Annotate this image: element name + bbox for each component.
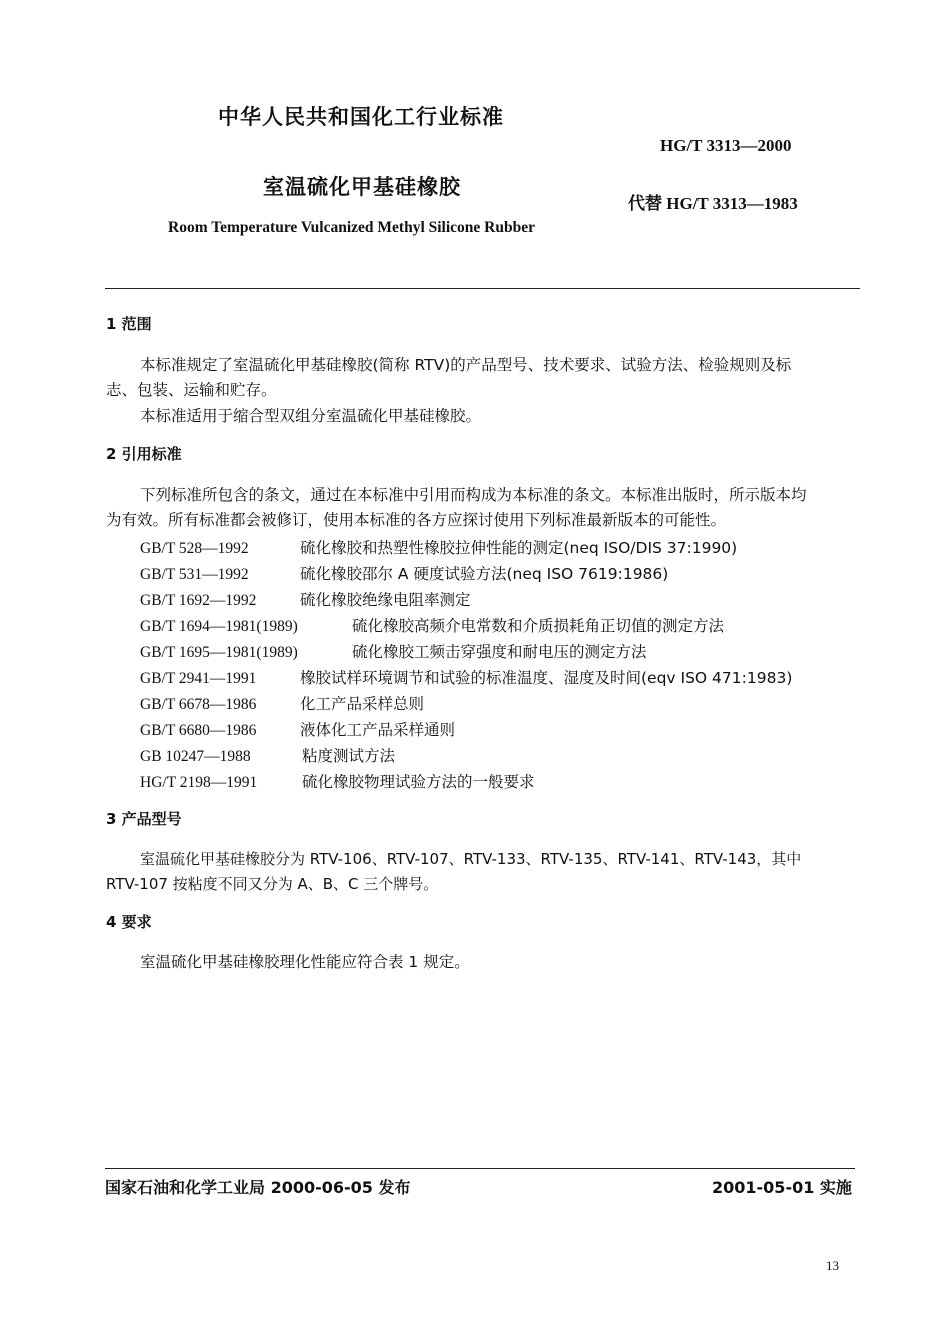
section-2-heading: 2 引用标准: [106, 445, 182, 463]
reference-item: GB/T 2941—1991 橡胶试样环境调节和试验的标准温度、湿度及时间(eqv ISO 471:1983): [140, 669, 793, 687]
section-2-intro-line-2: 为有效。所有标准都会被修订，使用本标准的各方应探讨使用下列标准最新版本的可能性。: [106, 511, 727, 529]
section-4-line-1: 室温硫化甲基硅橡胶理化性能应符合表 1 规定。: [140, 953, 470, 971]
document-title-en: Room Temperature Vulcanized Methyl Silicone Rubber: [168, 219, 535, 236]
reference-item: GB/T 1694—1981(1989) 硫化橡胶高频介电常数和介质损耗角正切值的测定方法: [140, 617, 725, 635]
issued-date: 国家石油和化学工业局 2000-06-05 发布: [105, 1178, 411, 1197]
section-3-line-1: 室温硫化甲基硅橡胶分为 RTV-106、RTV-107、RTV-133、RTV-135、RTV-141、RTV-143，其中: [140, 850, 802, 868]
reference-item: HG/T 2198—1991 硫化橡胶物理试验方法的一般要求: [140, 773, 535, 791]
section-1-heading: 1 范围: [106, 315, 152, 333]
reference-item: GB/T 6680—1986 液体化工产品采样通则: [140, 721, 456, 739]
section-1-para-1-line-1: 本标准规定了室温硫化甲基硅橡胶(简称 RTV)的产品型号、技术要求、试验方法、检验规则及标: [140, 356, 792, 374]
section-4-heading: 4 要求: [106, 913, 152, 931]
section-3-heading: 3 产品型号: [106, 810, 182, 828]
standard-code: HG/T 3313—2000: [660, 136, 792, 155]
effective-date: 2001-05-01 实施: [712, 1178, 852, 1197]
org-title: 中华人民共和国化工行业标准: [218, 105, 504, 129]
reference-item: GB/T 1692—1992 硫化橡胶绝缘电阻率测定: [140, 591, 471, 609]
document-title-cn: 室温硫化甲基硅橡胶: [263, 175, 461, 199]
replaces-code: 代替 HG/T 3313—1983: [628, 194, 798, 213]
page-number: 13: [826, 1258, 839, 1273]
section-3-line-2: RTV-107 按粘度不同又分为 A、B、C 三个牌号。: [106, 875, 439, 893]
section-1-para-1-line-2: 志、包装、运输和贮存。: [106, 381, 277, 399]
reference-item: GB/T 528—1992 硫化橡胶和热塑性橡胶拉伸性能的测定(neq ISO/DIS 37:1990): [140, 539, 738, 557]
footer-divider: [105, 1168, 855, 1169]
reference-item: GB/T 531—1992 硫化橡胶邵尔 A 硬度试验方法(neq ISO 7619:1986): [140, 565, 669, 583]
reference-item: GB/T 1695—1981(1989) 硫化橡胶工频击穿强度和耐电压的测定方法: [140, 643, 647, 661]
reference-item: GB 10247—1988 粘度测试方法: [140, 747, 396, 765]
section-1-para-2: 本标准适用于缩合型双组分室温硫化甲基硅橡胶。: [140, 407, 482, 425]
header-divider: [105, 288, 860, 289]
reference-item: GB/T 6678—1986 化工产品采样总则: [140, 695, 425, 713]
section-2-intro-line-1: 下列标准所包含的条文，通过在本标准中引用而构成为本标准的条文。本标准出版时，所示版本均: [140, 486, 807, 504]
